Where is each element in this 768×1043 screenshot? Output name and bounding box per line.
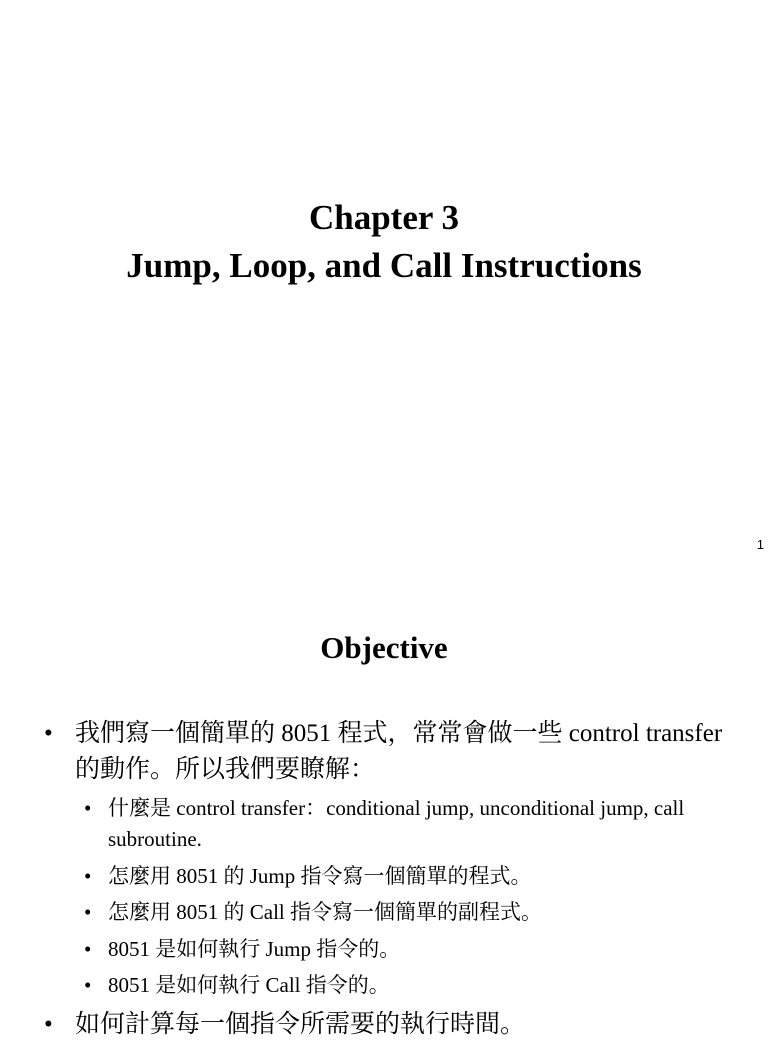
bullet-item [44, 1007, 744, 1043]
sub-bullet-text: 怎麼用 8051 的 Jump 指令寫一個簡單的程式。 [108, 864, 532, 888]
sub-bullet-text: 什麼是 control transfer：conditional jump, unconditional jump, call subroutine. [108, 796, 685, 851]
bullet-marker: • [84, 900, 92, 924]
bullet-item [44, 716, 744, 788]
bullet-marker: • [84, 937, 92, 961]
sub-bullet-text: 8051 是如何執行 Jump 指令的。 [108, 937, 401, 961]
sub-bullet-item [84, 897, 744, 928]
chapter-title: Chapter 3 [308, 198, 460, 237]
sub-bullet-item [84, 793, 744, 855]
objective-title: Objective [320, 630, 448, 665]
bullet-marker: • [84, 796, 92, 820]
bullet-marker: • [44, 720, 53, 747]
sub-bullet-text: 8051 是如何執行 Call 指令的。 [108, 973, 390, 997]
sub-bullet-item [84, 934, 744, 965]
bullet-text: 我們寫一個簡單的 8051 程式，常常會做一些 control transfer 的動作。所以我們要瞭解： [75, 720, 723, 783]
bullet-marker: • [84, 864, 92, 888]
bullet-marker: • [44, 1011, 53, 1038]
page-number: 1 [756, 537, 764, 552]
chapter-subtitle: Jump, Loop, and Call Instructions [126, 246, 642, 285]
sub-bullet-item [84, 970, 744, 1001]
sub-bullet-text: 怎麼用 8051 的 Call 指令寫一個簡單的副程式。 [108, 900, 542, 924]
bullet-text: 如何計算每一個指令所需要的執行時間。 [75, 1011, 526, 1038]
bullet-marker: • [84, 973, 92, 997]
sub-bullet-item [84, 861, 744, 892]
